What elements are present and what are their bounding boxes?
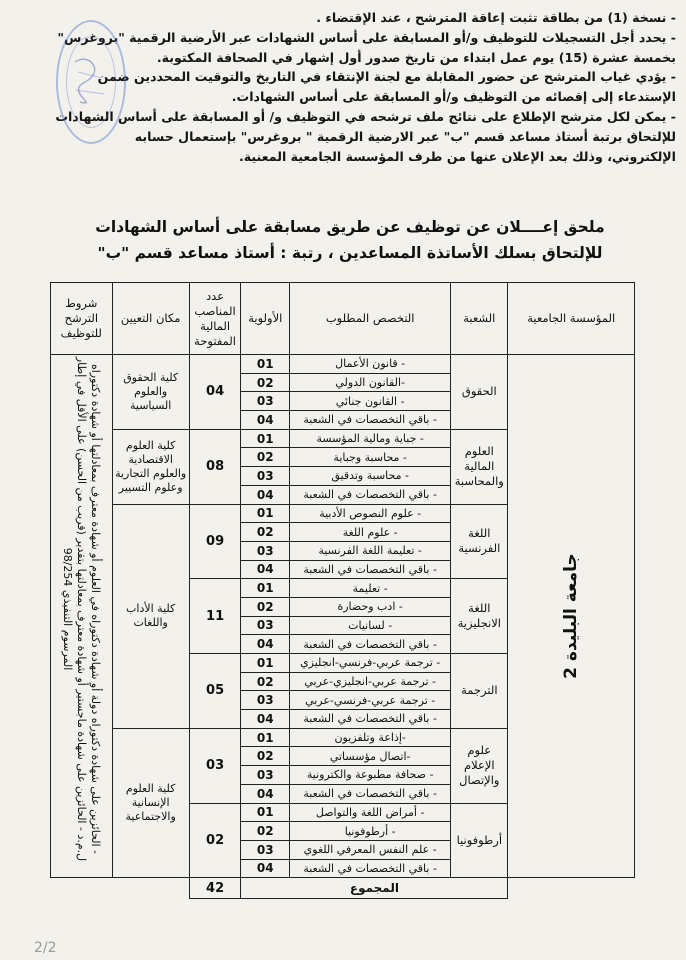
priority-cell: 02	[241, 747, 290, 766]
specialty-cell: - ترجمة عربي-فرنسي-انجليزي	[290, 654, 451, 673]
specialty-cell: -اتصال مؤسساتي	[290, 747, 451, 766]
specialty-cell: - أرطوفونيا	[290, 822, 451, 841]
positions-cell: 09	[189, 504, 241, 579]
specialty-cell: - باقي التخصصات في الشعبة	[290, 859, 451, 878]
university-name: جامعة البليدة 2	[561, 553, 582, 679]
specialty-cell: - باقي التخصصات في الشعبة	[290, 635, 451, 654]
note-line: - يمكن لكل مترشح الإطلاع على نتائج ملف ترشحه في التوظيف و/ أو المسابقة على أساس الشهادات	[55, 108, 676, 124]
priority-cell: 01	[241, 355, 290, 374]
note-line: الإلكتروني، وذلك بعد الإعلان عنها من طرف المؤسسة الجامعية المعنية.	[238, 148, 676, 164]
priority-cell: 04	[241, 635, 290, 654]
header-positions: عدد المناصب المالية المفتوحة	[189, 283, 241, 355]
specialty-cell: - باقي التخصصات في الشعبة	[290, 485, 451, 504]
priority-cell: 03	[241, 467, 290, 486]
header-specialty: التخصص المطلوب	[290, 283, 451, 355]
priority-cell: 03	[241, 691, 290, 710]
note-line: للإلتحاق برتبة أستاذ مساعد قسم "ب" عبر الارضية الرقمية " بروغرس" بإستعمال حسابه	[134, 128, 676, 144]
total-spacer	[51, 878, 190, 899]
specialty-cell: - باقي التخصصات في الشعبة	[290, 710, 451, 729]
total-label: المجموع	[241, 878, 508, 899]
specialty-cell: - قانون الأعمال	[290, 355, 451, 374]
specialty-cell: - أمراض اللغة والتواصل	[290, 803, 451, 822]
total-row	[51, 878, 635, 899]
priority-cell: 01	[241, 429, 290, 448]
priority-cell: 03	[241, 541, 290, 560]
note-line: - يؤدي غياب المترشح عن حضور المقابلة مع لجنة الإنتقاء في التاريخ والتوقيت المحددين ضمن	[97, 69, 676, 85]
total-value: 42	[189, 878, 241, 899]
note-line: بخمسة عشرة (15) يوم عمل ابتداء من تاريخ صدور أول إشهار في الصحافة المكتوبة.	[156, 49, 676, 65]
specialty-cell: - تعليمة اللغة الفرنسية	[290, 541, 451, 560]
specialty-cell: -إذاعة وتلفزيون	[290, 728, 451, 747]
priority-cell: 03	[241, 766, 290, 785]
priority-cell: 01	[241, 728, 290, 747]
specialty-cell: - ادب وحضارة	[290, 597, 451, 616]
priority-cell: 02	[241, 523, 290, 542]
specialty-cell: - لسانيات	[290, 616, 451, 635]
header-university: المؤسسة الجامعية	[508, 283, 635, 355]
header-branch: الشعبة	[451, 283, 508, 355]
priority-cell: 02	[241, 448, 290, 467]
specialty-cell: - علم النفس المعرفي اللغوي	[290, 840, 451, 859]
branch-cell: الحقوق	[451, 355, 508, 430]
priority-cell: 01	[241, 803, 290, 822]
table-row	[51, 355, 635, 374]
positions-cell: 04	[189, 355, 241, 430]
branch-cell: العلوم المالية والمحاسبة	[451, 429, 508, 504]
table-header-row	[51, 283, 635, 355]
page-number: 2/2	[34, 940, 57, 956]
positions-cell: 03	[189, 728, 241, 803]
specialty-cell: - باقي التخصصات في الشعبة	[290, 411, 451, 430]
specialty-cell: - محاسبة وتدقيق	[290, 467, 451, 486]
specialty-cell: - باقي التخصصات في الشعبة	[290, 560, 451, 579]
branch-cell: الترجمة	[451, 654, 508, 729]
specialty-cell: - جباية ومالية المؤسسة	[290, 429, 451, 448]
priority-cell: 02	[241, 597, 290, 616]
priority-cell: 04	[241, 784, 290, 803]
positions-table	[50, 282, 635, 899]
priority-cell: 04	[241, 710, 290, 729]
note-line: - نسخة (1) من بطاقة تثبت إعاقة المترشح ، عند الإقتضاء .	[316, 10, 676, 25]
positions-cell: 05	[189, 654, 241, 729]
stamp-signature	[70, 52, 110, 112]
specialty-cell: - علوم النصوص الأدبية	[290, 504, 451, 523]
positions-cell: 08	[189, 429, 241, 504]
note-line: الإستدعاء إلى إقصائه من التوظيف و/أو المسابقة على أساس الشهادات.	[231, 89, 676, 105]
specialty-cell: - محاسبة وجباية	[290, 448, 451, 467]
specialty-cell: -القانون الدولي	[290, 373, 451, 392]
university-stamp	[56, 20, 126, 144]
place-cell: كلية العلوم الإنسانية والاجتماعية	[112, 728, 189, 878]
place-cell: كلية الأداب واللغات	[112, 504, 189, 728]
specialty-cell: - القانون جنائي	[290, 392, 451, 411]
place-cell: كلية الحقوق والعلوم السياسية	[112, 355, 189, 430]
note-line: - يحدد أجل التسجيلات للتوظيف و/أو المسابقة على أساس الشهادات عبر الأرضية الرقمية "بروغرس"	[57, 29, 676, 45]
conditions-cell	[51, 355, 113, 878]
priority-cell: 01	[241, 654, 290, 673]
header-priority: الأولوية	[241, 283, 290, 355]
branch-cell: أرطوفونيا	[451, 803, 508, 878]
header-conditions: شروط الترشح للتوظيف	[51, 283, 113, 355]
annex-title-line-1: ملحق إعــــلان عن توظيف عن طريق مسابقة على أساس الشهادات	[95, 218, 605, 236]
annex-title-line-2: للإلتحاق بسلك الأساتذة المساعدين ، رتبة : أستاذ مساعد قسم "ب"	[97, 244, 603, 262]
positions-cell: 11	[189, 579, 241, 654]
specialty-cell: - باقي التخصصات في الشعبة	[290, 784, 451, 803]
priority-cell: 03	[241, 840, 290, 859]
notes-block	[40, 8, 676, 166]
priority-cell: 02	[241, 822, 290, 841]
priority-cell: 04	[241, 485, 290, 504]
specialty-cell: - صحافة مطبوعة والكترونية	[290, 766, 451, 785]
annex-title	[30, 214, 670, 266]
priority-cell: 01	[241, 579, 290, 598]
priority-cell: 03	[241, 392, 290, 411]
priority-cell: 02	[241, 672, 290, 691]
positions-cell: 02	[189, 803, 241, 878]
branch-cell: علوم الإعلام والإتصال	[451, 728, 508, 803]
priority-cell: 02	[241, 373, 290, 392]
specialty-cell: - ترجمة عربي-انجليزي-عربي	[290, 672, 451, 691]
priority-cell: 04	[241, 560, 290, 579]
place-cell: كلية العلوم الاقتصادية والعلوم التجارية وعلوم التسيير	[112, 429, 189, 504]
priority-cell: 04	[241, 411, 290, 430]
university-cell	[508, 355, 635, 878]
header-place: مكان التعيين	[112, 283, 189, 355]
branch-cell: اللغة الفرنسية	[451, 504, 508, 579]
priority-cell: 03	[241, 616, 290, 635]
priority-cell: 04	[241, 859, 290, 878]
specialty-cell: - ترجمة عربي-فرنسي-عربي	[290, 691, 451, 710]
specialty-cell: - تعليمة	[290, 579, 451, 598]
specialty-cell: - علوم اللغة	[290, 523, 451, 542]
priority-cell: 01	[241, 504, 290, 523]
conditions-text: - الحائزين على شهادة دكتوراه دولة أو شهادة دكتوراه في العلوم أو شهادة معترف بمعادلتها أو شهادة دكتوراه ل.م.د - الحائزين على شهادة ماجستير أو شهادة معترف بمعادلتها بتقدير (قريب من الحسن) على الأقل في إطار المرسوم التنفيذي 98/254	[61, 356, 103, 862]
total-spacer	[508, 878, 635, 899]
branch-cell: اللغة الانجليزية	[451, 579, 508, 654]
